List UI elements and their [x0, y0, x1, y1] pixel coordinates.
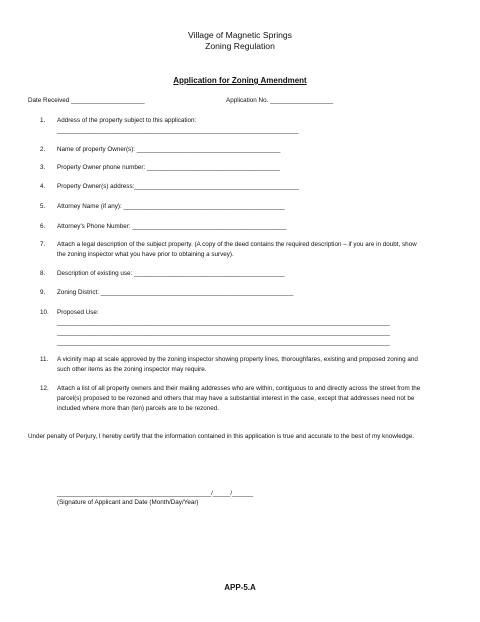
- village-name: Village of Magnetic Springs: [188, 30, 292, 40]
- form-item-attorney-name[interactable]: [40, 202, 427, 212]
- item-number: 4.: [40, 183, 46, 190]
- form-item-owner-address[interactable]: [40, 182, 427, 192]
- item-text: Attorney's Phone Number: ____________________________________________: [57, 223, 287, 230]
- item-text: Attach a list of all property owners and their mailing addresses who are within, contiguous to and directly across the street from the parcel(s) proposed to be rezoned and others that may have a substantial interest in the case, except that addresses need not be included where more than (ten) parcels are to be rezoned.: [57, 385, 423, 412]
- item-number: 3.: [40, 164, 46, 171]
- form-item-proposed-use[interactable]: [40, 308, 427, 348]
- application-number-field[interactable]: Application No. __________________: [226, 97, 334, 104]
- form-item-attorney-phone[interactable]: [40, 222, 427, 232]
- form-item-existing-use[interactable]: [40, 269, 427, 279]
- regulation-name: Zoning Regulation: [205, 41, 275, 51]
- form-item-zoning-district[interactable]: [40, 288, 427, 298]
- form-title: Application for Zoning Amendment: [173, 76, 307, 85]
- item-text: Attach a legal description of the subject property. (A copy of the deed contains the required description – if you are in doubt, show the zoning inspector what you have prior to obtaining a survey).: [57, 241, 419, 258]
- date-received-field[interactable]: Date Received _____________________: [28, 97, 145, 104]
- item-number: 1.: [40, 117, 46, 124]
- item-number: 5.: [40, 203, 46, 210]
- item-number: 7.: [40, 241, 46, 248]
- form-item-address[interactable]: [40, 116, 427, 136]
- item-number: 6.: [40, 223, 46, 230]
- item-number: 2.: [40, 146, 46, 153]
- document-header: [0, 30, 480, 52]
- form-item-vicinity-map: [40, 355, 427, 375]
- form-item-legal-description: [40, 240, 427, 260]
- item-number: 12.: [40, 385, 49, 392]
- item-text: Proposed Use: _______________________________________________________________________________________________ _______________________________________________________________________________________________ _______________________________________________________________________________________________: [57, 309, 390, 346]
- form-item-owner-name[interactable]: [40, 145, 427, 155]
- item-number: 10.: [40, 309, 49, 316]
- item-text: Property Owner phone number: ______________________________________: [57, 164, 281, 171]
- item-number: 9.: [40, 289, 46, 296]
- signature-caption: (Signature of Applicant and Date (Month/Day/Year): [57, 499, 199, 506]
- certification-statement: Under penalty of Perjury, I hereby certify that the information contained in this application is true and accurate to the best of my knowledge.: [28, 433, 414, 440]
- item-number: 11.: [40, 356, 49, 363]
- item-text: Address of the property subject to this application: _____________________________________________________________________: [57, 117, 299, 134]
- form-item-owner-phone[interactable]: [40, 163, 427, 173]
- item-text: Name of property Owner(s): _________________________________________: [57, 146, 281, 153]
- item-text: Property Owner(s) address:_______________________________________________: [57, 183, 299, 190]
- signature-line[interactable]: ____________________________________________/_____/______: [57, 490, 254, 497]
- item-text: Description of existing use: ___________________________________________: [57, 270, 285, 277]
- item-text: Attorney Name (if any): ______________________________________________: [57, 203, 285, 210]
- form-item-property-owners-list: [40, 384, 427, 414]
- item-number: 8.: [40, 270, 46, 277]
- item-text: Zoning District: _______________________________________________________: [57, 289, 294, 296]
- form-code: APP-5.A: [224, 583, 256, 592]
- item-text: A vicinity map at scale approved by the zoning inspector showing property lines, thoroughfares, existing and proposed zoning and such other items as the zoning inspector may require.: [57, 356, 420, 373]
